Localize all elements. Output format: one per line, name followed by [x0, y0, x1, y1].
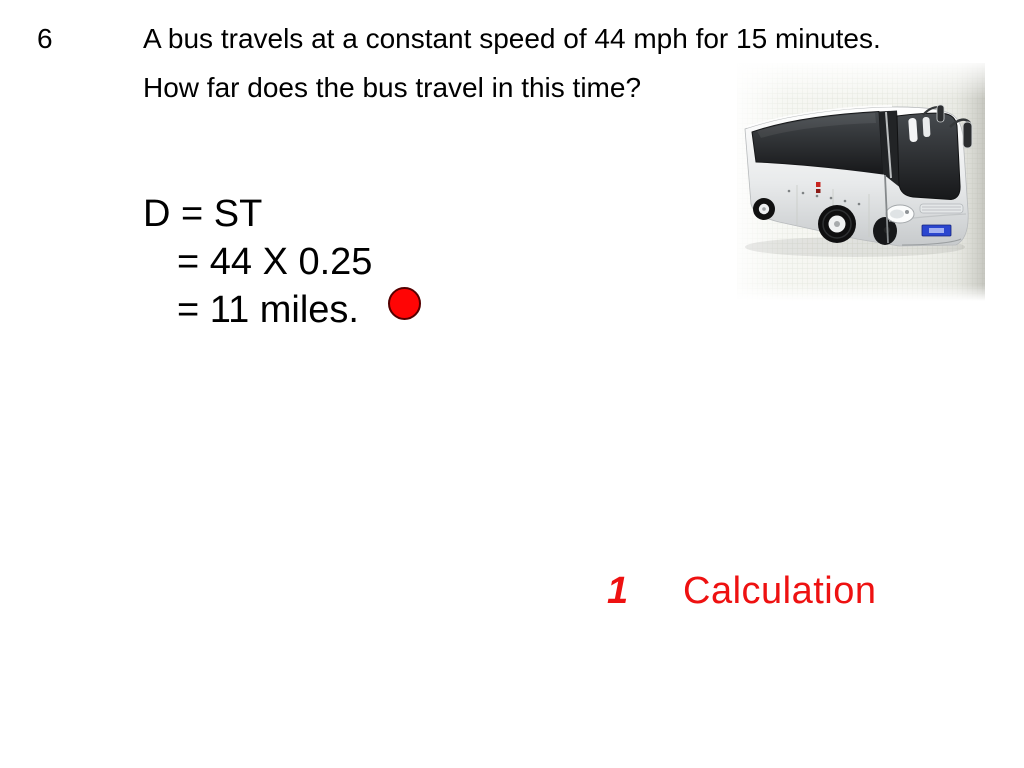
mark-value: 1 [607, 570, 629, 612]
answer-marker-icon [388, 287, 421, 320]
question-text-line1: A bus travels at a constant speed of 44 mph for 15 minutes. [143, 23, 881, 54]
mark-label: Calculation [683, 570, 877, 612]
working-line-answer: = 11 miles. [177, 289, 359, 331]
bus-image [737, 63, 985, 301]
working-line-substitution: = 44 X 0.25 [177, 241, 373, 283]
working-line-formula: D = ST [143, 193, 263, 235]
question-number: 6 [37, 23, 53, 54]
bus-illustration [737, 63, 985, 301]
working-block [143, 190, 372, 334]
question-text-line2: How far does the bus travel in this time? [143, 72, 642, 103]
